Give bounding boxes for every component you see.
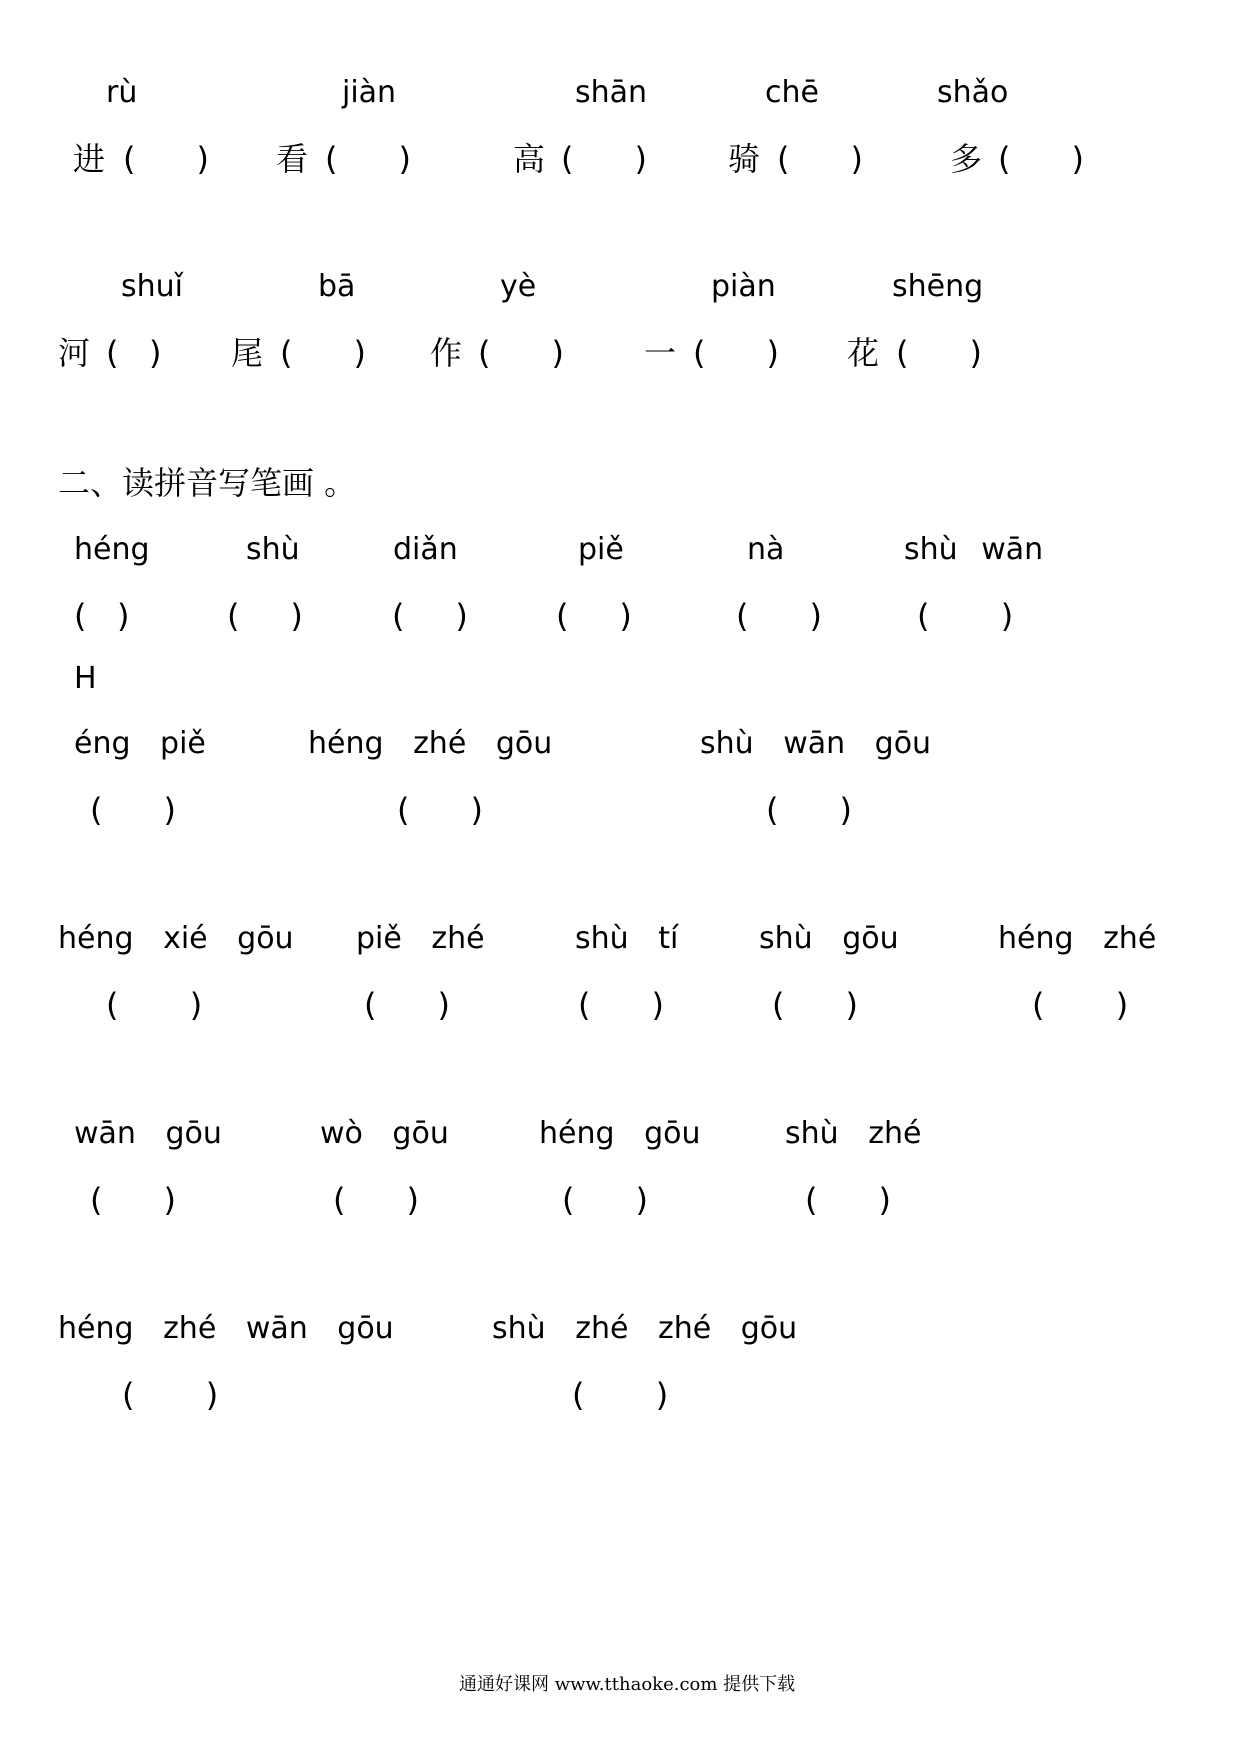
char-qi: 骑 [728, 140, 761, 178]
answer-blank[interactable]: ( ) [556, 597, 632, 635]
answer-blank[interactable]: ( ) [917, 597, 1014, 635]
pinyin-stroke: shù zhé zhé gōu [492, 1311, 798, 1346]
pinyin-pian: piàn [711, 269, 776, 304]
answer-blank[interactable]: ( ) [90, 1181, 176, 1219]
pinyin-sheng: shēng [892, 269, 984, 304]
char-jin: 进 [73, 140, 106, 178]
answer-blank[interactable]: ( ) [896, 334, 982, 372]
answer-blank[interactable]: ( ) [766, 791, 852, 829]
answer-blank[interactable]: ( ) [572, 1376, 669, 1414]
char-yi: 一 [644, 334, 677, 372]
answer-blank[interactable]: ( ) [364, 986, 450, 1024]
answer-blank[interactable]: ( ) [578, 986, 664, 1024]
char-duo: 多 [950, 140, 983, 178]
answer-blank[interactable]: ( ) [397, 791, 483, 829]
answer-blank[interactable]: ( ) [772, 986, 858, 1024]
pinyin-stroke: wò gōu [320, 1116, 449, 1151]
answer-blank[interactable]: ( ) [478, 334, 564, 372]
answer-blank[interactable]: ( ) [90, 791, 176, 829]
pinyin-jian: jiàn [342, 75, 397, 110]
answer-blank[interactable]: ( ) [280, 334, 366, 372]
pinyin-stroke: héng zhé wān gōu [58, 1311, 394, 1346]
pinyin-stroke: héng xié gōu [58, 921, 294, 956]
answer-blank[interactable]: ( ) [227, 597, 303, 635]
answer-blank[interactable]: ( ) [562, 1181, 648, 1219]
pinyin-ru: rù [106, 75, 138, 110]
pinyin-stroke: nà [747, 532, 785, 567]
pinyin-ye: yè [500, 269, 537, 304]
pinyin-che: chē [765, 75, 819, 110]
answer-blank[interactable]: ( ) [333, 1181, 419, 1219]
char-zuo: 作 [430, 334, 463, 372]
pinyin-shui: shuǐ [121, 269, 183, 304]
pinyin-stroke: wān gōu [74, 1116, 222, 1151]
pinyin-ba: bā [318, 269, 356, 304]
answer-blank[interactable]: ( ) [325, 140, 411, 178]
char-kan: 看 [276, 140, 309, 178]
pinyin-stroke: shù wān [904, 532, 1044, 567]
pinyin-stroke: héng zhé [998, 921, 1157, 956]
pinyin-stroke: héng zhé gōu [308, 726, 553, 761]
pinyin-shao: shǎo [937, 75, 1009, 110]
answer-blank[interactable]: ( ) [1032, 986, 1129, 1024]
pinyin-stroke: diǎn [393, 532, 458, 567]
answer-blank[interactable]: ( ) [392, 597, 468, 635]
answer-blank[interactable]: ( ) [736, 597, 822, 635]
pinyin-stroke: shù zhé [785, 1116, 922, 1151]
answer-blank[interactable]: ( ) [777, 140, 863, 178]
answer-blank[interactable]: ( ) [998, 140, 1084, 178]
answer-blank[interactable]: ( ) [74, 597, 130, 635]
pinyin-stroke: héng [74, 532, 150, 567]
footer-text: 通通好课网 www.tthaoke.com 提供下载 [459, 1674, 796, 1695]
pinyin-stroke: shù wān gōu [700, 726, 932, 761]
pinyin-stroke: piě [578, 532, 624, 567]
answer-blank[interactable]: ( ) [106, 334, 162, 372]
answer-blank[interactable]: ( ) [561, 140, 647, 178]
answer-blank[interactable]: ( ) [805, 1181, 891, 1219]
pinyin-stroke: shù [246, 532, 300, 567]
answer-blank[interactable]: ( ) [123, 140, 209, 178]
pinyin-stroke: éng piě [74, 726, 206, 761]
pinyin-stroke: shù tí [575, 921, 679, 956]
char-gao: 高 [513, 140, 546, 178]
answer-blank[interactable]: ( ) [122, 1376, 219, 1414]
char-he: 河 [58, 334, 91, 372]
char-hua: 花 [847, 334, 880, 372]
answer-blank[interactable]: ( ) [106, 986, 203, 1024]
pinyin-stroke: héng gōu [539, 1116, 701, 1151]
answer-blank[interactable]: ( ) [693, 334, 779, 372]
pinyin-shan: shān [575, 75, 648, 110]
stray-letter: H [74, 661, 97, 696]
section-title: 二、读拼音写笔画 。 [58, 464, 357, 502]
pinyin-stroke: shù gōu [759, 921, 899, 956]
pinyin-stroke: piě zhé [356, 921, 485, 956]
char-wei: 尾 [231, 334, 264, 372]
